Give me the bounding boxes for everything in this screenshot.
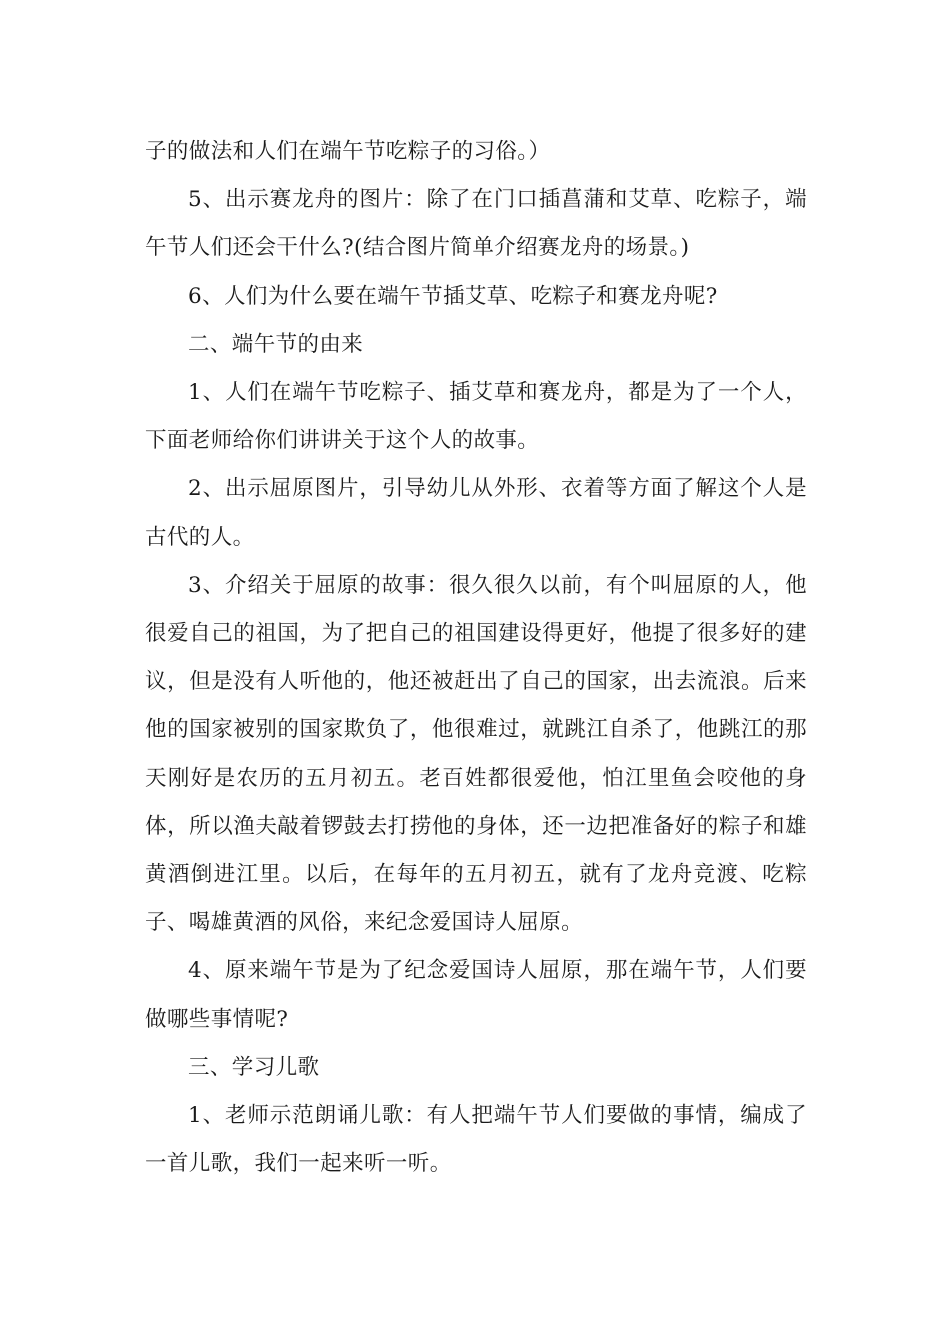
paragraph-origin-2: 2、出示屈原图片，引导幼儿从外形、衣着等方面了解这个人是古代的人。 — [145, 476, 807, 550]
paragraph-item-6: 6、人们为什么要在端午节插艾草、吃粽子和赛龙舟呢? — [188, 283, 718, 309]
section-heading-origin: 二、端午节的由来 — [188, 331, 364, 357]
paragraph-continuation: 子的做法和人们在端午节吃粽子的习俗。） — [145, 139, 551, 164]
paragraph-origin-4: 4、原来端午节是为了纪念爱国诗人屈原，那在端午节，人们要做哪些事情呢? — [145, 958, 807, 1032]
section-heading-song: 三、学习儿歌 — [188, 1054, 320, 1080]
paragraph-song-1: 1、老师示范朗诵儿歌：有人把端午节人们要做的事情，编成了一首儿歌，我们一起来听一听。 — [145, 1103, 807, 1177]
paragraph-origin-1: 1、人们在端午节吃粽子、插艾草和赛龙舟，都是为了一个人，下面老师给你们讲讲关于这个人的故事。 — [145, 380, 807, 454]
paragraph-origin-3-story: 3、介绍关于屈原的故事：很久很久以前，有个叫屈原的人，他很爱自己的祖国，为了把自己的祖国建设得更好，他提了很多好的建议，但是没有人听他的，他还被赶出了自己的国家，出去流浪。后来他的国家被别的国家欺负了，他很难过，就跳江自杀了，他跳江的那天刚好是农历的五月初五。老百姓都很爱他，怕江里鱼会咬他的身体，所以渔夫敲着锣鼓去打捞他的身体，还一边把准备好的粽子和雄黄酒倒进江里。以后，在每年的五月初五，就有了龙舟竞渡、吃粽子、喝雄黄酒的风俗，来纪念爱国诗人屈原。 — [145, 572, 807, 936]
paragraph-item-5: 5、出示赛龙舟的图片：除了在门口插菖蒲和艾草、吃粽子，端午节人们还会干什么?(结合图片简单介绍赛龙舟的场景。) — [145, 187, 807, 261]
document-body — [145, 128, 807, 1188]
